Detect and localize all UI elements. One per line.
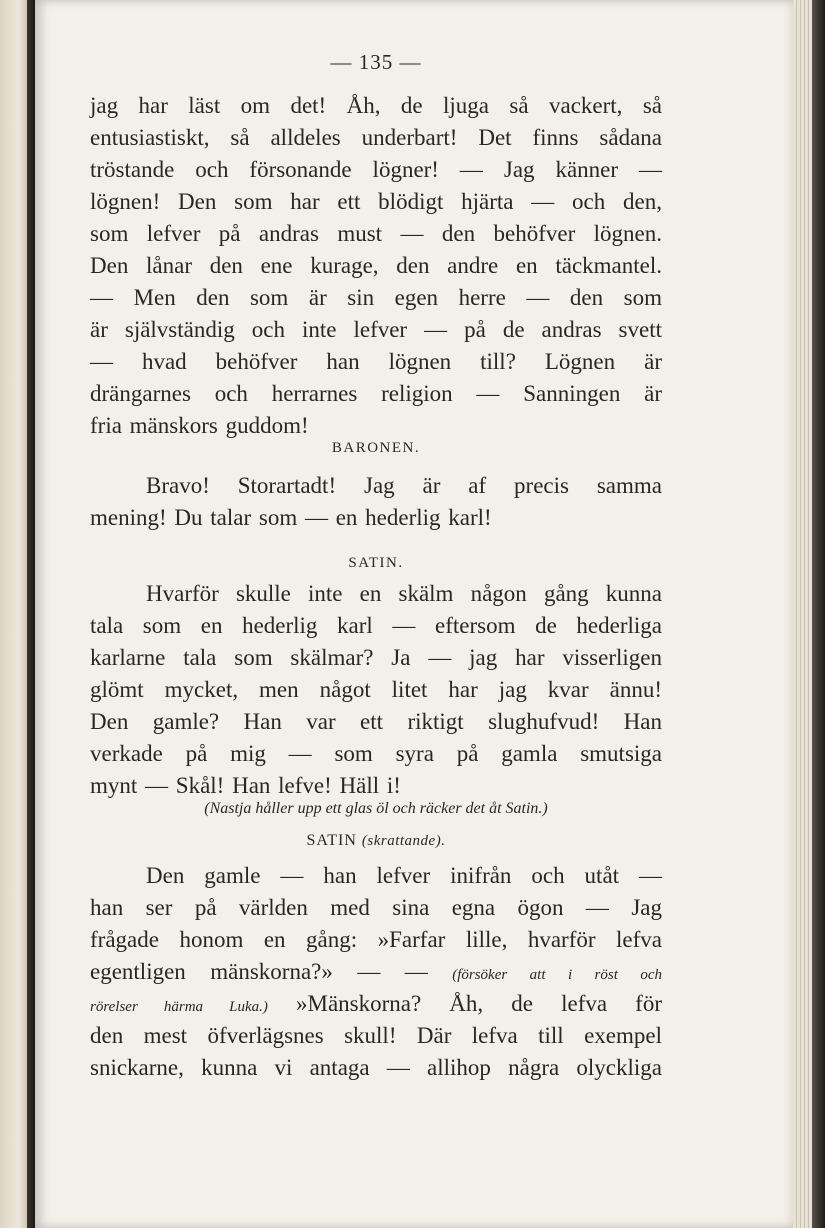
text-line: drängarnes och herrarnes religion — Sanningen är [90, 381, 662, 406]
text-line: den mest öfverlägsnes skull! Där lefva till exempel [90, 1023, 662, 1048]
speaker-baronen: BARONEN. [331, 440, 421, 456]
speech-paragraph-2 [90, 470, 662, 534]
speaker-direction: (skrattande). [361, 833, 446, 849]
speaker-satin: SATIN. [348, 555, 404, 571]
text-line: jag har läst om det! Åh, de ljuga så vackert, så [90, 93, 662, 118]
page-number: — 135 — [330, 50, 422, 74]
speech-paragraph-1 [90, 90, 662, 442]
speech-paragraph-4 [90, 860, 662, 1084]
text-line: lögnen! Den som har ett blödigt hjärta — och den, [90, 189, 662, 214]
text-line: som lefver på andras must — den behöfver lögnen. [90, 221, 662, 246]
book-edge-shadow [812, 0, 825, 1228]
text-line: glömt mycket, men något litet har jag kvar ännu! [90, 677, 662, 702]
text-line: tala som en hederlig karl — eftersom de hederliga [90, 613, 662, 638]
text-line: Hvarför skulle inte en skälm någon gång kunna [146, 581, 662, 606]
text-line: mening! Du talar som — en hederlig karl! [90, 505, 492, 530]
text-fragment: »Mänskorna? Åh, de lefva för [296, 991, 662, 1016]
text-line: han ser på världen med sina egna ögon — Jag [90, 895, 662, 920]
text-line: frågade honom en gång: »Farfar lille, hvarför lefva [90, 927, 662, 952]
text-line: — hvad behöfver han lögnen till? Lögnen är [90, 349, 662, 374]
text-fragment: egentligen mänskorna?» — — [90, 959, 428, 984]
text-line: Bravo! Storartadt! Jag är af precis samma [146, 473, 662, 498]
text-line: verkade på mig — som syra på gamla smutsiga [90, 741, 662, 766]
speech-paragraph-3 [90, 578, 662, 802]
speaker-name: SATIN [306, 832, 357, 849]
text-line-with-stage [90, 988, 662, 1020]
text-line: fria mänskors guddom! [90, 413, 309, 438]
text-line: entusiastiskt, så alldeles underbart! Det finns sådana [90, 125, 662, 150]
text-line: Den lånar den ene kurage, den andre en täckmantel. [90, 253, 662, 278]
text-line: mynt — Skål! Han lefve! Häll i! [90, 773, 401, 798]
inline-stage-direction: rörelser härma Luka.) [90, 999, 268, 1015]
text-line: Den gamle? Han var ett riktigt slughufvud! Han [90, 709, 662, 734]
text-line-with-stage [90, 956, 662, 988]
left-page-edge [0, 0, 27, 1228]
inline-stage-direction: (försöker att i röst och [452, 967, 663, 983]
stage-direction: (Nastja håller upp ett glas öl och räcker det åt Satin.) [204, 800, 548, 817]
book-gutter [27, 0, 35, 1228]
text-line: — Men den som är sin egen herre — den som [90, 285, 662, 310]
text-line: är självständig och inte lefver — på de andras svett [90, 317, 662, 342]
text-line: tröstande och försonande lögner! — Jag känner — [90, 157, 662, 182]
speaker-satin-laughing [90, 832, 662, 850]
text-line: karlarne tala som skälmar? Ja — jag har visserligen [90, 645, 662, 670]
text-line: snickarne, kunna vi antaga — allihop några olyckliga [90, 1055, 662, 1080]
text-line: Den gamle — han lefver inifrån och utåt — [146, 863, 662, 888]
